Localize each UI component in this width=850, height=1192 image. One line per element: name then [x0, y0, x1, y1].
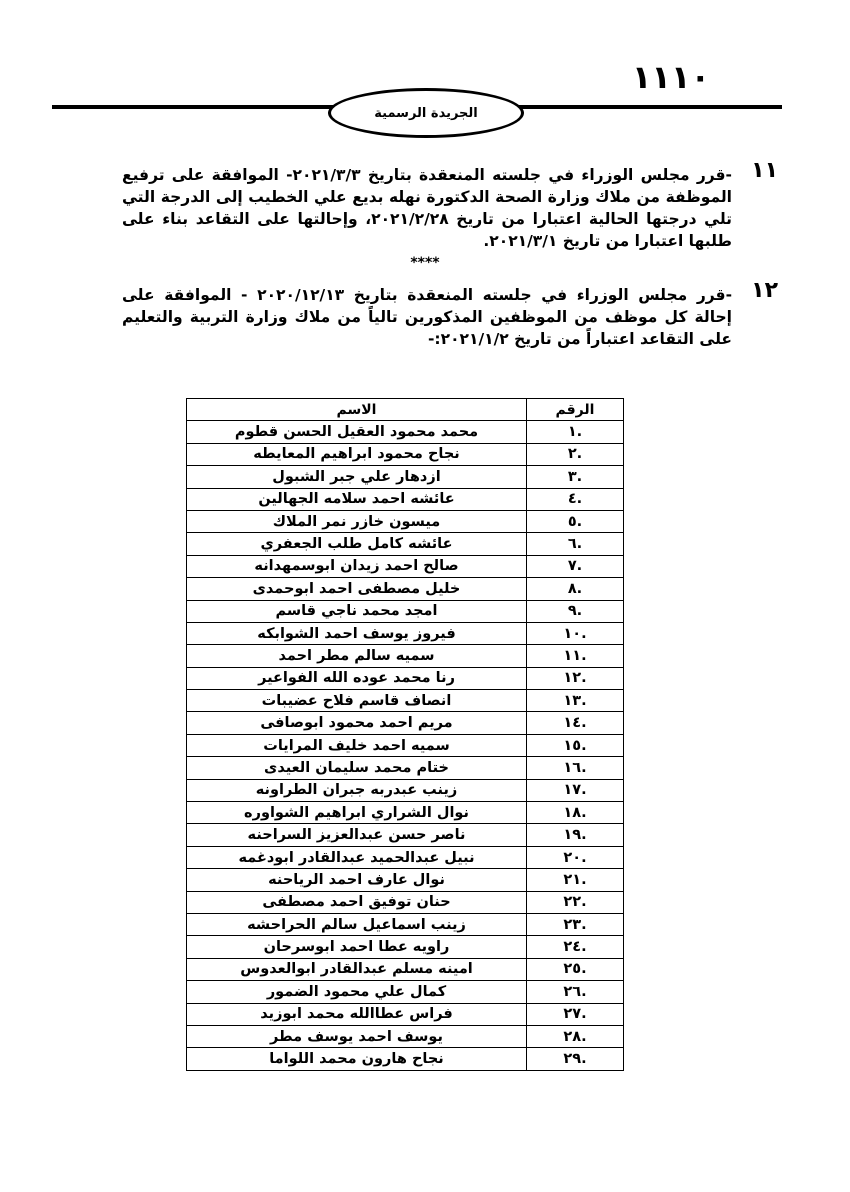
- row-number: .١١: [527, 645, 624, 667]
- row-number: .٤: [527, 488, 624, 510]
- row-name: رنا محمد عوده الله الفواعير: [187, 667, 527, 689]
- row-number: .١٥: [527, 734, 624, 756]
- table-row: [187, 578, 624, 600]
- row-name: نجاح هارون محمد اللواما: [187, 1048, 527, 1070]
- row-name: يوسف احمد يوسف مطر: [187, 1025, 527, 1047]
- header-name: الاسم: [187, 399, 527, 421]
- decision-number: ١٢: [751, 278, 778, 303]
- row-name: عائشه احمد سلامه الجهالين: [187, 488, 527, 510]
- row-name: ميسون خازر نمر الملاك: [187, 510, 527, 532]
- table-row: [187, 533, 624, 555]
- row-name: ختام محمد سليمان العيدى: [187, 757, 527, 779]
- row-number: .١٤: [527, 712, 624, 734]
- row-number: .٢٦: [527, 981, 624, 1003]
- table-row: [187, 600, 624, 622]
- row-name: نجاح محمود ابراهيم المعايطه: [187, 443, 527, 465]
- table-row: [187, 555, 624, 577]
- row-number: .٩: [527, 600, 624, 622]
- table-row: [187, 1003, 624, 1025]
- row-number: .٣: [527, 466, 624, 488]
- row-number: .١٩: [527, 824, 624, 846]
- table-row: [187, 622, 624, 644]
- row-number: .١٦: [527, 757, 624, 779]
- row-name: حنان توفيق احمد مصطفى: [187, 891, 527, 913]
- row-number: .١٠: [527, 622, 624, 644]
- table-row: [187, 981, 624, 1003]
- table-row: [187, 443, 624, 465]
- row-number: .٨: [527, 578, 624, 600]
- row-name: زينب عبدربه جبران الطراونه: [187, 779, 527, 801]
- row-name: ناصر حسن عبدالعزيز السراحنه: [187, 824, 527, 846]
- row-name: نوال عارف احمد الرياحنه: [187, 869, 527, 891]
- row-name: كمال علي محمود الضمور: [187, 981, 527, 1003]
- row-number: .٢٥: [527, 958, 624, 980]
- row-number: .٢١: [527, 869, 624, 891]
- row-number: .٢٨: [527, 1025, 624, 1047]
- row-number: .١٣: [527, 690, 624, 712]
- row-name: امينه مسلم عبدالقادر ابوالعدوس: [187, 958, 527, 980]
- row-number: .٢٢: [527, 891, 624, 913]
- row-name: خليل مصطفى احمد ابوحمدى: [187, 578, 527, 600]
- decision-11: [122, 158, 778, 252]
- row-number: .٢٤: [527, 936, 624, 958]
- table-row: [187, 1048, 624, 1070]
- gazette-title: الجريدة الرسمية: [374, 105, 478, 121]
- table-row: [187, 510, 624, 532]
- table-row: [187, 667, 624, 689]
- table-row: [187, 488, 624, 510]
- decision-text: -قرر مجلس الوزراء في جلسته المنعقدة بتاريخ ٢٠٢١/٣/٣- الموافقة على ترفيع الموظفة من ملاك وزارة الصحة الدكتورة نهله بديع علي الخطيب إلى الدرجة التي تلي درجتها الحالية اعتبارا من تاريخ ٢٠٢١/٢/٢٨، وإحالتها على التقاعد بناء على طلبها اعتبارا من تاريخ ٢٠٢١/٣/١.: [122, 166, 732, 250]
- table-row: [187, 779, 624, 801]
- table-row: [187, 869, 624, 891]
- row-name: سميه احمد خليف المرايات: [187, 734, 527, 756]
- table-row: [187, 712, 624, 734]
- table-row: [187, 913, 624, 935]
- row-number: .٥: [527, 510, 624, 532]
- decision-text: -قرر مجلس الوزراء في جلسته المنعقدة بتاريخ ٢٠٢٠/١٢/١٣ - الموافقة على إحالة كل موظف من الموظفين المذكورين تالياً من ملاك وزارة التربية والتعليم على التقاعد اعتباراً من تاريخ ٢٠٢١/١/٢:-: [122, 286, 732, 348]
- table-row: [187, 734, 624, 756]
- row-name: انصاف قاسم فلاح عضيبات: [187, 690, 527, 712]
- row-number: .١٢: [527, 667, 624, 689]
- row-number: .٦: [527, 533, 624, 555]
- table-row: [187, 936, 624, 958]
- row-name: زينب اسماعيل سالم الحراحشه: [187, 913, 527, 935]
- decision-12: [122, 278, 778, 350]
- table-row: [187, 466, 624, 488]
- row-number: .٢٩: [527, 1048, 624, 1070]
- row-name: سميه سالم مطر احمد: [187, 645, 527, 667]
- table-row: [187, 891, 624, 913]
- row-name: راويه عطا احمد ابوسرحان: [187, 936, 527, 958]
- row-name: نوال الشراري ابراهيم الشواوره: [187, 802, 527, 824]
- row-name: ازدهار علي جبر الشبول: [187, 466, 527, 488]
- table-row: [187, 958, 624, 980]
- row-name: محمد محمود العقيل الحسن قطوم: [187, 421, 527, 443]
- table-row: [187, 421, 624, 443]
- table-row: [187, 645, 624, 667]
- row-name: صالح احمد زيدان ابوسمهدانه: [187, 555, 527, 577]
- table-row: [187, 824, 624, 846]
- row-name: عائشه كامل طلب الجعفري: [187, 533, 527, 555]
- page-number: ١١١٠: [631, 58, 710, 96]
- table-row: [187, 690, 624, 712]
- gazette-title-oval: [328, 88, 524, 138]
- row-number: .٢٧: [527, 1003, 624, 1025]
- row-number: .٢٠: [527, 846, 624, 868]
- separator-stars: ****: [410, 255, 440, 271]
- table-row: [187, 802, 624, 824]
- table-row: [187, 1025, 624, 1047]
- retirees-table: [186, 398, 624, 1071]
- row-name: مريم احمد محمود ابوصافى: [187, 712, 527, 734]
- row-number: .١: [527, 421, 624, 443]
- decision-number: ١١: [751, 158, 778, 183]
- row-name: فيروز يوسف احمد الشوابكه: [187, 622, 527, 644]
- header-number: الرقم: [527, 399, 624, 421]
- row-number: .١٧: [527, 779, 624, 801]
- row-number: .٢٣: [527, 913, 624, 935]
- row-name: فراس عطاالله محمد ابوزيد: [187, 1003, 527, 1025]
- row-number: .١٨: [527, 802, 624, 824]
- row-number: .٢: [527, 443, 624, 465]
- row-number: .٧: [527, 555, 624, 577]
- row-name: امجد محمد ناجي قاسم: [187, 600, 527, 622]
- table-row: [187, 757, 624, 779]
- table-header-row: [187, 399, 624, 421]
- table-row: [187, 846, 624, 868]
- row-name: نبيل عبدالحميد عبدالقادر ابودغمه: [187, 846, 527, 868]
